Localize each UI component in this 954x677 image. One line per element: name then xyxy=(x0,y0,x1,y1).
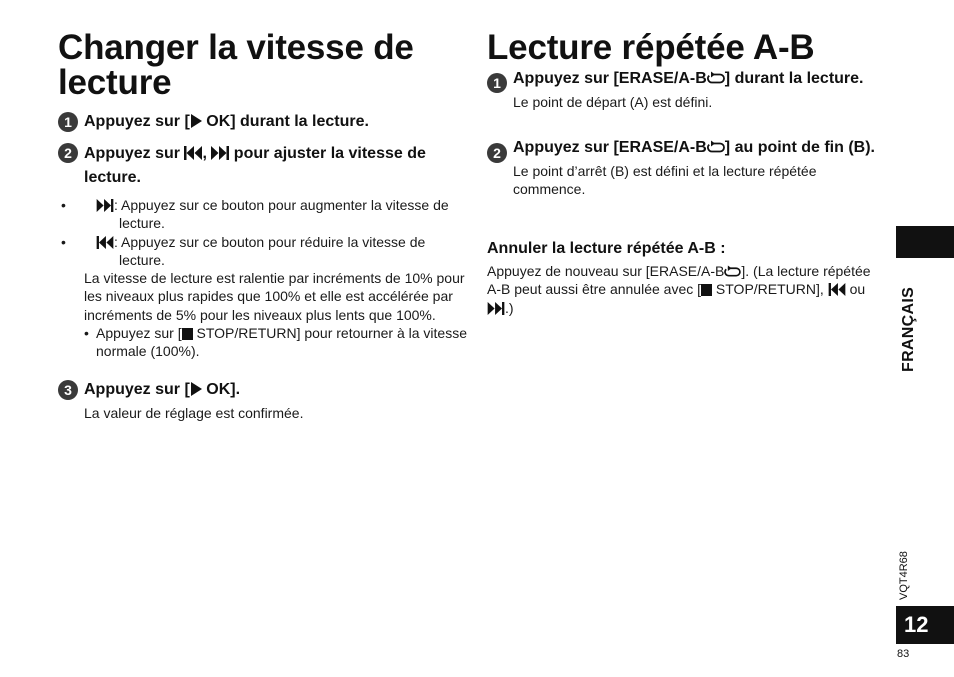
skip-forward-icon xyxy=(211,146,229,160)
speed-step-2: 2 Appuyez sur , pour ajuster la vitesse de lecture. • : Appuyez sur ce bouton pour augmenter la vitesse de lecture. • : Appuyez sur ce bouton pour réduire la vitesse de lecture. La vitesse de lecture est ralentie par incréments de 10% pour les niveaux plus rapides que 100% et elle est accélérée par incréments de 5% pour les niveaux plus lents que 100%. • Appuyez sur [ STOP/RETURN] pour retourner à la vitesse normale (100%). xyxy=(58,142,468,361)
page-number: 12 xyxy=(896,606,954,644)
step-number-1: 1 xyxy=(58,112,78,132)
speed-step-3: 3 Appuyez sur [ OK]. La valeur de réglage est confirmée. xyxy=(58,379,468,422)
cancel-ab-text: Appuyez de nouveau sur [ERASE/A-B ]. (La lecture répétée A-B peut aussi être annulée avec [ STOP/RETURN], ou .) xyxy=(487,263,871,316)
cancel-ab-block xyxy=(487,238,882,317)
repeat-icon xyxy=(707,71,725,85)
speed-step-1: 1 Appuyez sur [ OK] durant la lecture. xyxy=(58,111,468,133)
section-title-ab-repeat: Lecture répétée A-B xyxy=(487,28,815,67)
step-number-3: 3 xyxy=(58,380,78,400)
ab-step-2-desc: Le point d’arrêt (B) est défini et la lecture répétée commence. xyxy=(513,163,817,198)
bullet-faster: • : Appuyez sur ce bouton pour augmenter la vitesse de lecture. xyxy=(84,196,468,233)
ab-step-1: 1 Appuyez sur [ERASE/A-B ] durant la lecture. Le point de départ (A) est défini. xyxy=(487,68,882,111)
skip-forward-icon xyxy=(487,302,505,315)
language-label: FRANÇAIS xyxy=(900,286,917,372)
step-number-1: 1 xyxy=(487,73,507,93)
bullet-slower: • : Appuyez sur ce bouton pour réduire la vitesse de lecture. xyxy=(84,233,468,270)
document-code: VQT4R68 xyxy=(898,551,910,600)
bullet-stop-return: • Appuyez sur [ STOP/RETURN] pour retourner à la vitesse normale (100%). xyxy=(84,324,468,361)
stop-icon xyxy=(701,284,712,296)
step-number-2: 2 xyxy=(58,143,78,163)
cancel-ab-heading: Annuler la lecture répétée A-B : xyxy=(487,240,726,257)
skip-back-icon xyxy=(184,146,202,160)
page-sub-number: 83 xyxy=(897,648,910,660)
ab-step-1-desc: Le point de départ (A) est défini. xyxy=(513,94,713,110)
speed-step-3-desc: La valeur de réglage est confirmée. xyxy=(84,405,304,421)
language-tab-bar xyxy=(896,226,954,258)
stop-icon xyxy=(182,328,193,340)
play-icon xyxy=(190,382,202,396)
skip-back-icon xyxy=(828,283,846,296)
play-icon xyxy=(190,114,202,128)
skip-back-icon xyxy=(96,236,114,249)
repeat-icon xyxy=(724,265,741,278)
ab-step-2: 2 Appuyez sur [ERASE/A-B ] au point de fin (B). Le point d’arrêt (B) est défini et la lecture répétée commence. xyxy=(487,138,882,199)
repeat-icon xyxy=(707,140,725,154)
speed-increment-text: La vitesse de lecture est ralentie par incréments de 10% pour les niveaux plus rapides que 100% et elle est accélérée par incréments de 5% pour les niveaux plus lents que 100%. xyxy=(84,270,465,323)
step-number-2: 2 xyxy=(487,143,507,163)
skip-forward-icon xyxy=(96,199,114,212)
section-title-speed: Changer la vitesse de lecture xyxy=(58,28,414,102)
